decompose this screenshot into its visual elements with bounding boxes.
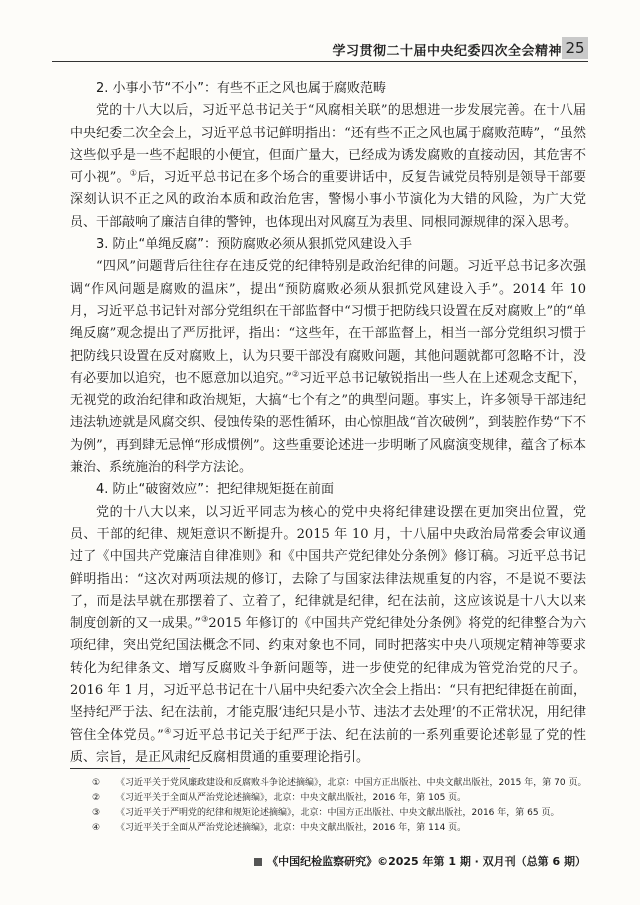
section-3-paragraph	[70, 256, 586, 479]
section-heading-3: 3. 防止“单绳反腐”：预防腐败必须从狠抓党风建设入手	[96, 237, 413, 253]
footnote-item	[92, 806, 586, 821]
paragraph-text: 党的十八大以后，习近平总书记关于“风腐相关联”的思想进一步发展完善。在十八届中央纪委二次全会上，习近平总书记鲜明指出：“还有些不正之风也属于腐败范畴”，“虽然这些似乎是一些不起眼的小便宜，但面广量大，已经成为诱发腐败的直接动因，其危害不可小视”。	[70, 103, 586, 186]
header-title: 学习贯彻二十届中央纪委四次全会精神	[332, 44, 562, 59]
footnote-text: 《习近平关于全面从严治党论述摘编》，北京：中央文献出版社，2016 年，第 114 页。	[116, 823, 467, 833]
footnote-mark: ②	[92, 793, 101, 803]
footnote-item	[92, 791, 586, 806]
paragraph-text: 2015 年修订的《中国共产党纪律处分条例》将党的纪律整合为六项纪律，突出党纪国法概念不同、约束对象也不同，同时把落实中央八项规定精神等要求转化为纪律条文、增写反腐败斗争新问题等，进一步使党的纪律成为管党治党的尺子。2016 年 1 月，习近平总书记在十八届中央纪委六次全会上指出：“只有把纪律挺在前面，坚持纪严于法、纪在法前，才能克服‘违纪只是小节、违法才去处理’的不正常状况，用纪律管住全体党员。”	[70, 616, 587, 743]
paragraph-text: 党的十八大以来，以习近平同志为核心的党中央将纪律建设摆在更加突出位置，党员、干部的纪律、规矩意识不断提升。2015 年 10 月，十八届中央政治局常委会审议通过了《中国共产党廉洁自律准则》和《中国共产党纪律处分条例》修订稿。习近平总书记鲜明指出：“这次对两项法规的修订，去除了与国家法律法规重复的内容，不是说不要法了，而是法早就在那摆着了、立着了，纪律就是纪律，纪在法前，这应该说是十八大以来制度创新的又一成果。”	[70, 504, 586, 632]
footnote-rule	[70, 768, 190, 769]
square-bullet-icon	[254, 858, 262, 866]
footnote-ref-1[interactable]: ①	[129, 168, 138, 178]
footnote-mark: ③	[92, 808, 101, 818]
paragraph-text: 后，习近平总书记在多个场合的重要讲话中，反复告诫党员特别是领导干部要深刻认识不正之风的政治本质和政治危害，警惕小事小节演化为大错的风险，为广大党员、干部敲响了廉洁自律的警钟，也体现出对风腐互为表里、同根同源规律的深入思考。	[70, 170, 586, 230]
running-header	[0, 36, 640, 62]
footnote-ref-3[interactable]: ③	[201, 614, 209, 624]
footnote-ref-4[interactable]: ④	[163, 726, 172, 736]
article-body	[70, 78, 586, 769]
footer-journal-info: 《中国纪检监察研究》©2025 年第 1 期 · 双月刊（总第 6 期）	[267, 855, 586, 868]
footnote-mark: ④	[92, 823, 101, 833]
footnote-text: 《习近平关于党风廉政建设和反腐败斗争论述摘编》，北京：中国方正出版社、中央文献出版社，2015 年，第 70 页。	[116, 778, 586, 788]
paragraph-text: “四风”问题背后往往存在违反党的纪律特别是政治纪律的问题。习近平总书记多次强调“作风问题是腐败的温床”，提出“预防腐败必须从狠抓党风建设入手”。2014 年 10 月，习近平总书记针对部分党组织在干部监督中“习惯于把防线只设置在反对腐败上”的“单绳反腐”观念提出了严厉批评，指出：“这些年，在干部监督上，相当一部分党组织习惯于把防线只设置在反对腐败上，认为只要干部没有腐败问题，其他问题就都可忽略不计，没有必要加以追究，也不愿意加以追究。”	[70, 259, 586, 386]
footnote-ref-2[interactable]: ②	[291, 369, 300, 379]
footnote-text: 《习近平关于严明党的纪律和规矩论述摘编》，北京：中国方正出版社、中央文献出版社，2016 年，第 65 页。	[116, 808, 560, 818]
header-rule	[52, 61, 588, 62]
footnote-item	[92, 821, 586, 836]
section-4-paragraph	[70, 502, 586, 770]
page-footer	[254, 853, 586, 869]
footnote-item	[92, 776, 586, 791]
paragraph-text: 习近平总书记敏锐指出一些人在上述观念支配下，无视党的政治纪律和政治规矩，大搞“七个有之”的典型问题。事实上，许多领导干部违纪违法轨迹就是风腐交织、侵蚀传染的恶性循环，由心惊胆战“首次破例”，到装腔作势“下不为例”，再到肆无忌惮“形成惯例”。这些重要论述进一步明晰了风腐演变规律，蕴含了标本兼治、系统施治的科学方法论。	[70, 370, 586, 476]
section-heading-4: 4. 防止“破窗效应”：把纪律规矩挺在前面	[96, 482, 335, 498]
page-number: 25	[562, 37, 588, 59]
footnote-mark: ①	[92, 778, 101, 788]
paragraph-text: 习近平总书记关于纪严于法、纪在法前的一系列重要论述彰显了党的性质、宗旨，是正风肃纪反腐相贯通的重要理论指引。	[70, 727, 586, 765]
footnotes	[92, 776, 586, 836]
section-2-paragraph	[70, 100, 586, 234]
section-heading-2: 2. 小事小节“不小”：有些不正之风也属于腐败范畴	[96, 81, 387, 96]
footnote-text: 《习近平关于全面从严治党论述摘编》，北京：中央文献出版社，2016 年，第 105 页。	[116, 793, 467, 803]
